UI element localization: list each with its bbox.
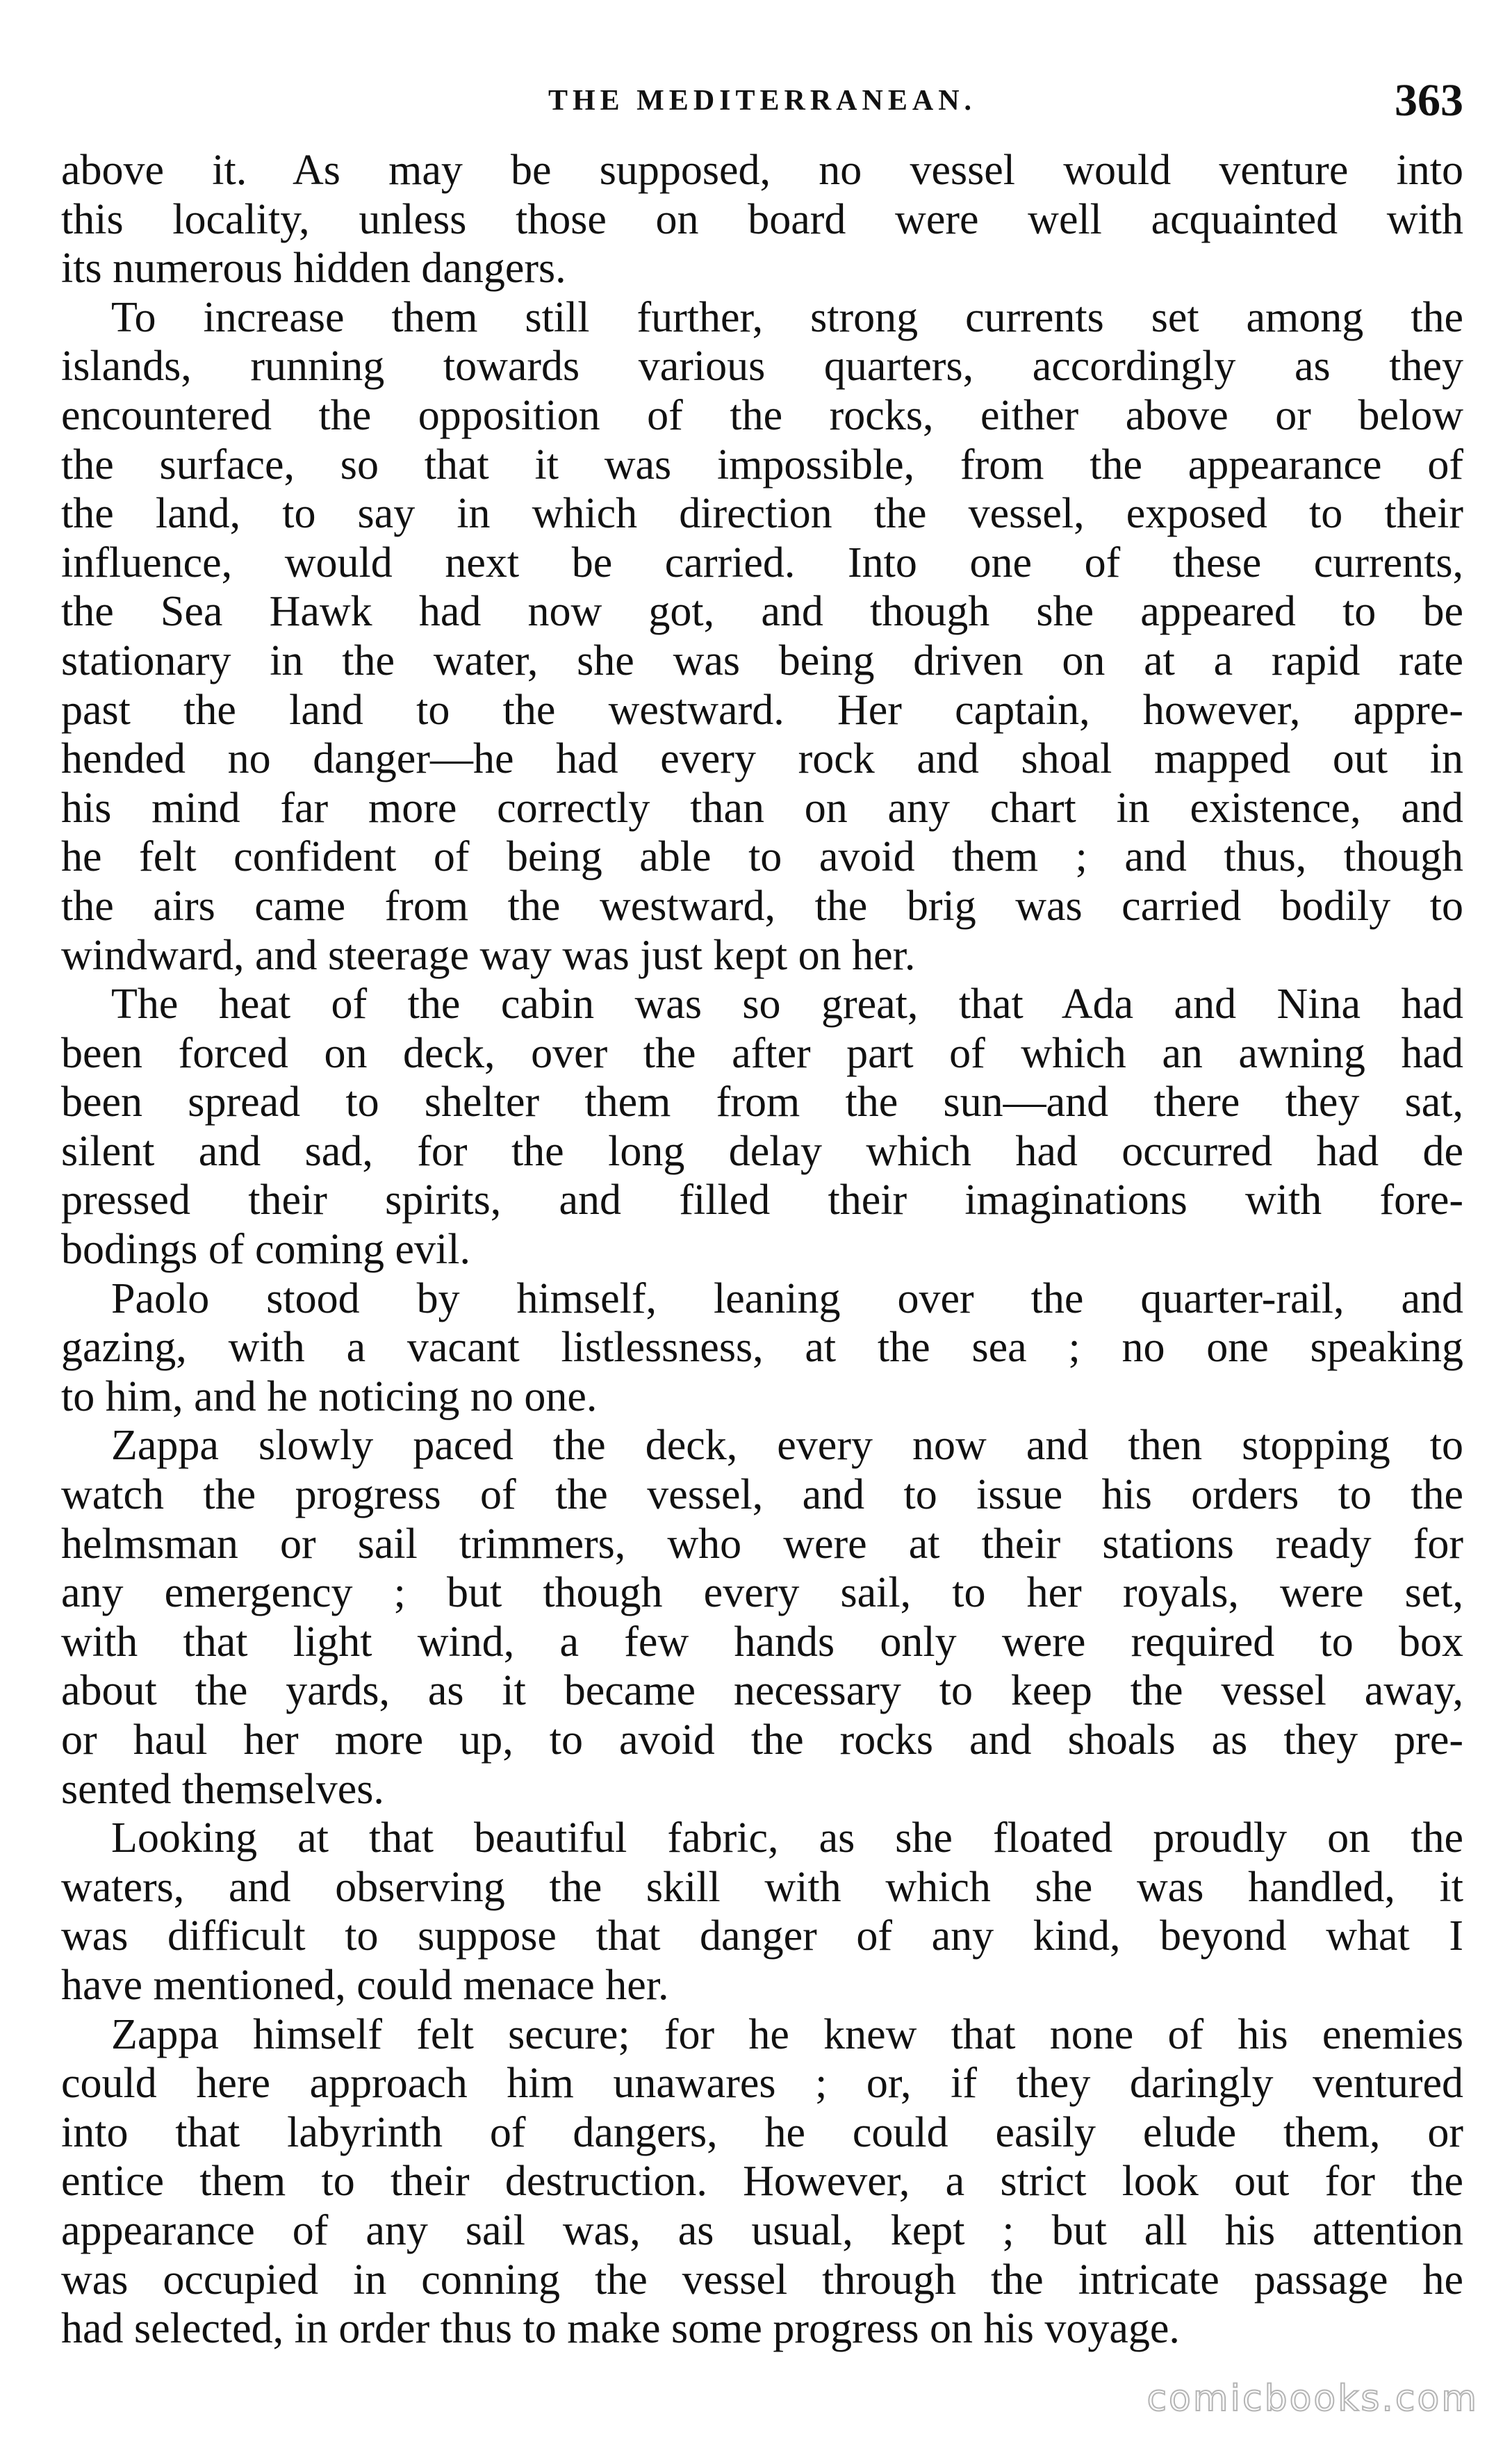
text-line: entice them to their destruction. However, a strict look out for the [61,2158,1463,2206]
text-line: past the land to the westward. Her captain, however, appre- [61,686,1463,734]
paragraph [61,980,1463,1274]
text-line: its numerous hidden dangers. [61,245,566,293]
watermark: comicbooks.com [1147,2378,1479,2420]
text-line: have mentioned, could menace her. [61,1961,669,2009]
text-line: Looking at that beautiful fabric, as she floated proudly on the [111,1814,1463,1862]
text-line: with that light wind, a few hands only were required to box [61,1618,1463,1666]
text-line: into that labyrinth of dangers, he could easily elude them, or [61,2108,1463,2156]
text-line: bodings of coming evil. [61,1226,470,1274]
text-line: to him, and he noticing no one. [61,1372,598,1420]
text-line: above it. As may be supposed, no vessel would venture into [61,147,1463,194]
text-line: he felt confident of being able to avoid them ; and thus, though [61,833,1463,881]
paragraph [61,146,1463,293]
text-line: The heat of the cabin was so great, that Ada and Nina had [111,980,1463,1028]
text-line: been spread to shelter them from the sun—and there they sat, [61,1078,1463,1126]
text-line: about the yards, as it became necessary to keep the vessel away, [61,1667,1463,1715]
text-line: the land, to say in which direction the vessel, exposed to their [61,490,1463,538]
text-line: watch the progress of the vessel, and to issue his orders to the [61,1471,1463,1519]
text-line: islands, running towards various quarters, accordingly as they [61,343,1463,391]
text-line: been forced on deck, over the after part of which an awning had [61,1029,1463,1077]
text-line: sented themselves. [61,1765,384,1813]
paragraph [61,1421,1463,1814]
text-line: could here approach him unawares ; or, if they daringly ventured [61,2060,1463,2108]
text-line: was difficult to suppose that danger of any kind, beyond what I [61,1912,1463,1960]
paragraph [61,2010,1463,2354]
running-head: THE MEDITERRANEAN. [548,85,977,117]
text-line: or haul her more up, to avoid the rocks and shoals as they pre- [61,1716,1463,1764]
text-line: encountered the opposition of the rocks, either above or below [61,391,1463,439]
text-line: the surface, so that it was impossible, from the appearance of [61,441,1463,489]
text-line: windward, and steerage way was just kept on her. [61,931,916,979]
text-line: waters, and observing the skill with which she was handled, it [61,1863,1463,1911]
text-line: helmsman or sail trimmers, who were at their stations ready for [61,1520,1463,1568]
body-text [61,146,1463,2354]
page-number: 363 [1395,75,1463,126]
text-line: To increase them still further, strong currents set among the [111,293,1463,341]
paragraph [61,1274,1463,1422]
text-line: had selected, in order thus to make some progress on his voyage. [61,2305,1180,2353]
text-line: influence, would next be carried. Into one of these currents, [61,539,1463,586]
page-header [61,69,1463,132]
text-line: stationary in the water, she was being driven on at a rapid rate [61,637,1463,684]
text-line: Zappa himself felt secure; for he knew that none of his enemies [111,2010,1463,2058]
text-line: the airs came from the westward, the brig was carried bodily to [61,882,1463,930]
text-line: appearance of any sail was, as usual, kept ; but all his attention [61,2206,1463,2254]
paragraph [61,1814,1463,2010]
text-line: hended no danger—he had every rock and shoal mapped out in [61,735,1463,783]
text-line: any emergency ; but though every sail, to her royals, were set, [61,1569,1463,1617]
text-line: Paolo stood by himself, leaning over the quarter-rail, and [111,1274,1463,1322]
text-line: his mind far more correctly than on any chart in existence, and [61,784,1463,832]
text-line: Zappa slowly paced the deck, every now and then stopping to [111,1422,1463,1470]
paragraph [61,293,1463,980]
text-line: was occupied in conning the vessel through the intricate passage he [61,2256,1463,2304]
text-line: gazing, with a vacant listlessness, at the sea ; no one speaking [61,1324,1463,1372]
text-line: silent and sad, for the long delay which had occurred had de [61,1127,1463,1175]
text-line: the Sea Hawk had now got, and though she appeared to be [61,588,1463,636]
text-line: pressed their spirits, and filled their imaginations with fore- [61,1176,1463,1224]
text-line: this locality, unless those on board were well acquainted with [61,195,1463,243]
